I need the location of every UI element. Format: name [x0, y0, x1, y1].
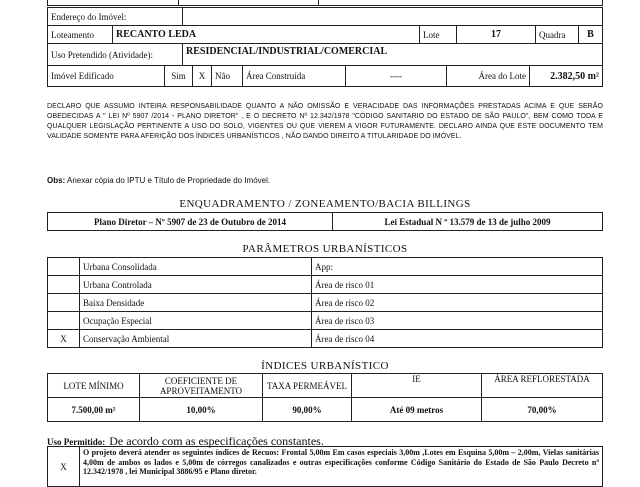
uso-permitido-table: [47, 446, 603, 487]
parametros-title: PARÂMETROS URBANÍSTICOS: [242, 243, 408, 255]
lote-value: 17: [457, 26, 536, 44]
parametros-row: [48, 258, 603, 276]
declaration-text: DECLARO QUE ASSUMO INTEIRA RESPONSABILIDADE QUANTO A NÃO OMISSÃO E VERACIDADE DAS INFORMAÇÕES PRESTADAS ACIMA E QUE SERÃO OBEDECIDAS A " LEI Nº 5907 /2014 - PLANO DIRETOR" , E O DECRETO Nº 12.342/1978 "CÓDIGO SANITARIO DO ESTADO DE SÃO PAULO", BEM COMO TODA E QUALQUER LEGISLAÇÃO PERTINENTE A USO DO SOLO, VIGENTES OU QUE VIEREM A VIGOR FUTURAMENTE. DECLARO AINDA QUE ESTE DOCUMENTO TEM VALIDADE SOMENTE PARA AFERIÇÃO DOS ÍNDICES URBANÍSTICOS , NÃO DANDO DIREITO A TITULARIDADE DO IMÓVEL.: [47, 103, 603, 140]
area-construida-label: Área Construída: [243, 66, 346, 87]
indices-header: TAXA PERMEÁVEL: [263, 374, 352, 398]
parametros-right: App:: [312, 258, 603, 276]
uso-label: Uso Pretendido (Atividade):: [48, 44, 183, 66]
uso-permitido-text: De acordo com as especificações constantes.: [109, 434, 324, 448]
sim-mark: X: [193, 66, 212, 87]
top-partial-divider: [178, 0, 179, 6]
parametros-label: Baixa Densidade: [80, 294, 312, 312]
obs-text: Anexar cópia do IPTU e Título de Propriedade do Imóvel.: [67, 176, 271, 185]
lote-label: Lote: [420, 26, 457, 44]
property-table: [47, 7, 603, 26]
parametros-label: Urbana Consolidada: [80, 258, 312, 276]
parametros-table: [47, 257, 603, 348]
obs-label: Obs:: [47, 176, 66, 185]
parametros-mark: [48, 294, 80, 312]
lei-estadual: Lei Estadual N º 13.579 de 13 de julho 2009: [333, 213, 603, 231]
indices-header: ÁREA REFLORESTADA: [482, 374, 603, 398]
indices-value: 90,00%: [263, 398, 352, 422]
parametros-mark: [48, 258, 80, 276]
uso-table: [47, 43, 603, 66]
parametros-label: Conservação Ambiental: [80, 330, 312, 348]
enquadramento-table: [47, 212, 603, 231]
edificado-label: Imóvel Edificado: [48, 66, 165, 87]
parametros-row: [48, 312, 603, 330]
parametros-right: Área de risco 01: [312, 276, 603, 294]
uso-permitido-detail: O projeto deverá atender os seguintes índices de Recuos: Frontal 5,00m Em casos especiais 3,00m ,Lotes em Esquina 5,00m – 2,00m, Vielas sanitárias 4,00m de ambos os lados e 5,00m de córregos canalizados e outras especificações conforme Código Sanitário do Estado de São Paulo Decreto nº 12.342/1978 , lei Municipal 3886/95 e Plano diretor.: [80, 447, 603, 487]
parametros-right: Área de risco 03: [312, 312, 603, 330]
loteamento-label: Loteamento: [48, 26, 113, 44]
parametros-row: [48, 276, 603, 294]
endereco-label: Endereço do Imóvel:: [48, 8, 183, 26]
parametros-mark: X: [48, 330, 80, 348]
indices-value: 7.500,00 m²: [48, 398, 140, 422]
parametros-mark: [48, 276, 80, 294]
obs-line: [47, 176, 603, 185]
enquadramento-title: ENQUADRAMENTO / ZONEAMENTO/BACIA BILLINGS: [179, 198, 471, 210]
indices-table: [47, 373, 603, 422]
area-lote-label: Área do Lote: [447, 66, 530, 87]
uso-permitido-label: Uso Permitido:: [47, 437, 106, 447]
uso-value: RESIDENCIAL/INDUSTRIAL/COMERCIAL: [183, 44, 603, 66]
indices-header: IE: [352, 374, 482, 398]
area-construida-value: ----: [346, 66, 447, 87]
indices-title: ÍNDICES URBANÍSTICO: [261, 360, 389, 372]
uso-permitido-mark: X: [48, 447, 80, 487]
parametros-row: [48, 330, 603, 348]
indices-value: 70,00%: [482, 398, 603, 422]
top-partial-divider-2: [318, 0, 319, 6]
edificado-table: [47, 65, 603, 87]
loteamento-table: [47, 25, 603, 44]
quadra-value: B: [579, 26, 603, 44]
parametros-label: Urbana Controlada: [80, 276, 312, 294]
endereco-value: [183, 8, 603, 26]
parametros-mark: [48, 312, 80, 330]
area-lote-value: 2.382,50 m²: [530, 66, 603, 87]
top-partial-row: [47, 0, 603, 6]
loteamento-value: RECANTO LEDA: [113, 26, 420, 44]
indices-header: LOTE MÍNIMO: [48, 374, 140, 398]
quadra-label: Quadra: [536, 26, 579, 44]
indices-header: COEFICIENTE DE APROVEITAMENTO: [140, 374, 263, 398]
parametros-right: Área de risco 04: [312, 330, 603, 348]
indices-value: 10,00%: [140, 398, 263, 422]
sim-label: Sim: [165, 66, 193, 87]
parametros-right: Área de risco 02: [312, 294, 603, 312]
plano-diretor: Plano Diretor – Nº 5907 de 23 de Outubro de 2014: [48, 213, 333, 231]
indices-value: Até 09 metros: [352, 398, 482, 422]
parametros-label: Ocupação Especial: [80, 312, 312, 330]
parametros-row: [48, 294, 603, 312]
nao-label: Não: [212, 66, 243, 87]
